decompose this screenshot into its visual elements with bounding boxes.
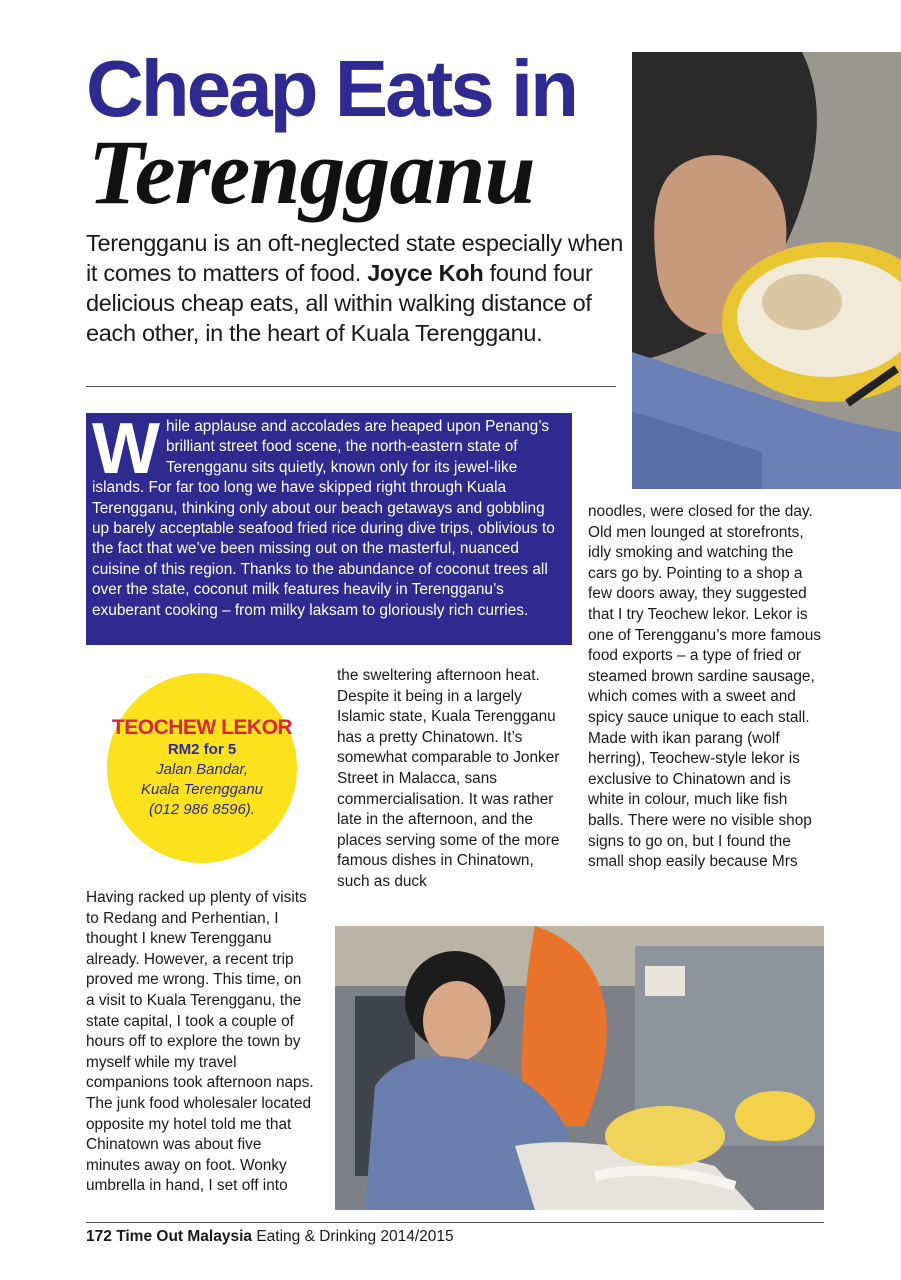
standfirst bbox=[86, 228, 626, 348]
photo-shop-owner-illustration bbox=[335, 926, 824, 1210]
photo-shop-owner bbox=[335, 926, 824, 1210]
title-line-1: Cheap Eats in bbox=[86, 44, 577, 133]
photo-diner-illustration bbox=[632, 52, 901, 489]
venue-phone: (012 986 8596). bbox=[149, 801, 255, 818]
intro-text: hile applause and accolades are heaped upon Penang’s brilliant street food scene, the north-eastern state of Terengganu sits quietly, known only for its jewel-like islands. For far too long we have skipped right through Kuala Terengganu, thinking only about our beach getaways and gobbling up barely acceptable seafood fried rice during dive trips, oblivious to the fact that we’ve been missing out on the masterful, nuanced cuisine of this region. Thanks to the abundance of coconut trees all over the state, coconut milk features heavily in Terengganu’s exuberant cooking – from milky laksam to gloriously rich curries. bbox=[92, 418, 555, 619]
venue-price: RM2 for 5 bbox=[167, 741, 237, 758]
body-column-2: the sweltering afternoon heat. Despite it being in a largely Islamic state, Kuala Terengganu has a pretty Chinatown. It’s somewhat comparable to Jonker Street in Malacca, sans commercialisation. It was rather late in the afternoon, and the places serving some of the more famous dishes in Chinatown, such as duck bbox=[337, 667, 560, 890]
title-line-2: Terengganu bbox=[88, 121, 535, 223]
standfirst-rest: found four delicious cheap eats, all within walking distance of each other, in the heart of Kuala Terengganu. bbox=[86, 260, 593, 346]
body-column-3: noodles, were closed for the day. Old men lounged at storefronts, idly smoking and watching the cars go by. Pointing to a shop a few doors away, they suggested that I try Teochew lekor. Lekor is one of Terengganu’s more famous food exports – a type of fried or steamed brown sardine sausage, which comes with a sweet and spicy sauce unique to each stall. Made with ikan parang (wolf herring), Teochew-style lekor is exclusive to Chinatown and is white in colour, much like fish balls. There were no visible shop signs to go on, but I found the small shop easily because Mrs bbox=[588, 503, 822, 871]
venue-address-line-1: Jalan Bandar, bbox=[156, 761, 248, 778]
venue-info-badge bbox=[107, 673, 297, 863]
divider-bottom bbox=[86, 1222, 824, 1223]
author-name: Joyce Koh bbox=[367, 260, 484, 286]
standfirst-lead: Terengganu is an oft-neglected state especially when it comes to matters of food. bbox=[86, 230, 624, 286]
drop-cap: W bbox=[92, 409, 160, 489]
section-name: Eating & Drinking 2014/2015 bbox=[256, 1228, 454, 1245]
page-number: 172 bbox=[86, 1228, 112, 1245]
divider-top bbox=[86, 386, 616, 387]
publication-name: Time Out Malaysia bbox=[116, 1228, 253, 1245]
photo-diner-eating bbox=[632, 52, 901, 489]
page-footer bbox=[86, 1227, 454, 1247]
venue-address-line-2: Kuala Terengganu bbox=[140, 781, 264, 798]
venue-name: TEOCHEW LEKOR bbox=[111, 716, 293, 739]
body-column-1: Having racked up plenty of visits to Redang and Perhentian, I thought I knew Terengganu already. However, a recent trip proved me wrong. This time, on a visit to Kuala Terengganu, the state capital, I took a couple of hours off to explore the town by myself while my travel companions took afternoon naps. The junk food wholesaler located opposite my hotel told me that Chinatown was about five minutes away on foot. Wonky umbrella in hand, I set off into bbox=[86, 889, 314, 1195]
intro-panel bbox=[86, 409, 572, 645]
